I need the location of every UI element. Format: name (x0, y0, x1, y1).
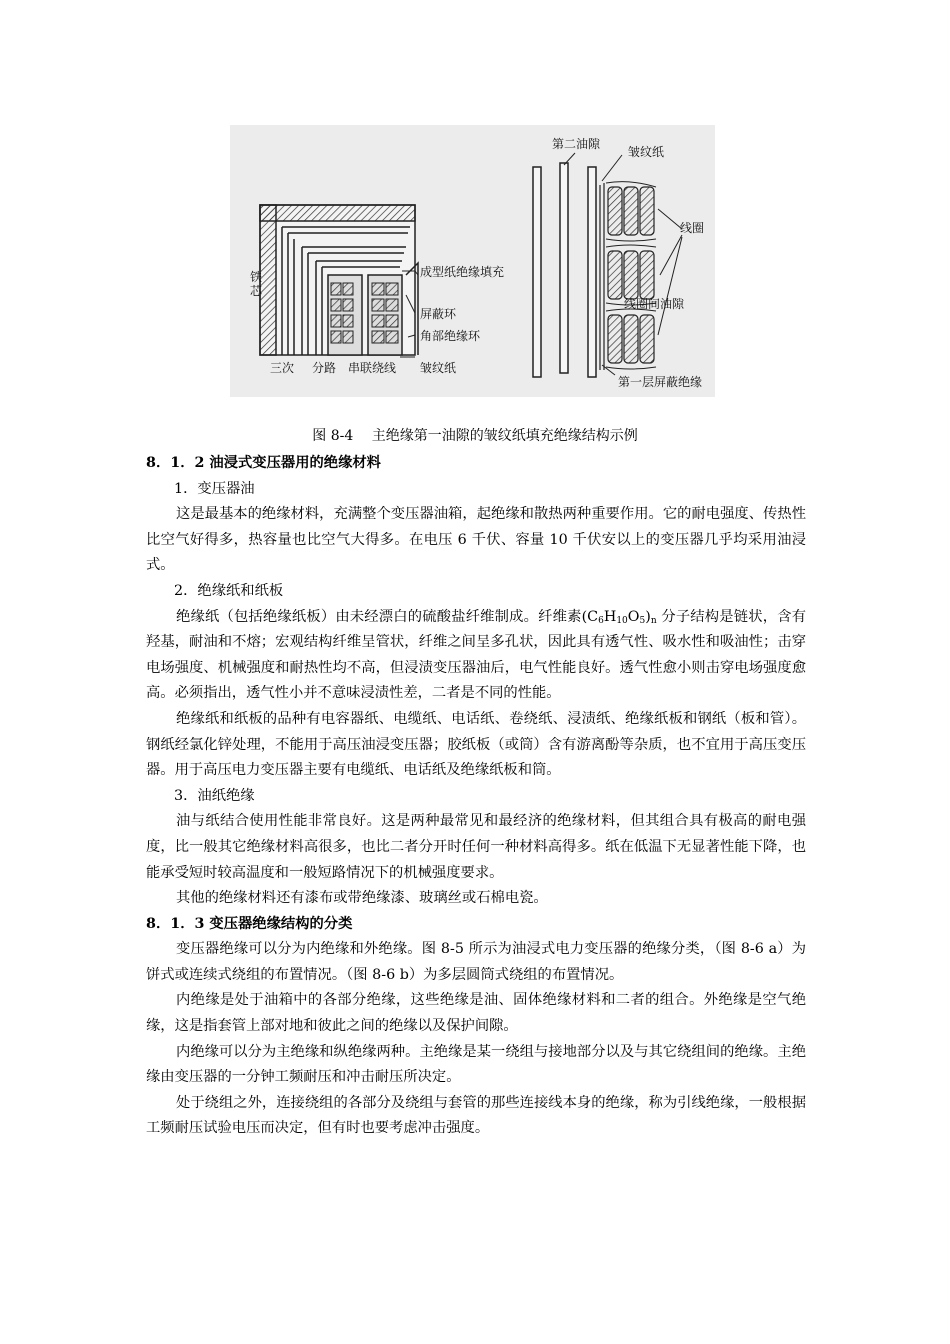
label-corrugated-paper-top: 皱纹纸 (628, 145, 665, 159)
label-corrugated-paper-bottom: 皱纹纸 (420, 361, 457, 375)
paragraph-classification-1: 变压器绝缘可以分为内绝缘和外绝缘。图 8-5 所示为油浸式电力变压器的绝缘分类，（图 8-6 a）为饼式或连续式绕组的布置情况。（图 8-6 b）为多层圆筒式绕组的布置情况。 (146, 941, 807, 983)
left-core-structure (260, 205, 418, 357)
label-corner-insulation-ring: 角部绝缘环 (420, 329, 481, 343)
figure-caption: 图 8-4 主绝缘第一油隙的皱纹纸填充绝缘结构示例 (312, 428, 638, 444)
paragraph-insulating-paper-2: 绝缘纸和纸板的品种有电容器纸、电缆纸、电话纸、卷绕纸、浸渍纸、绝缘纸板和钢纸（板和管）。钢纸经氯化锌处理，不能用于高压油浸变压器；胶纸板（或筒）含有游离酚等杂质，也不宜用于高压变压器。用于高压电力变压器主要有电缆纸、电话纸及绝缘纸板和筒。 (146, 710, 806, 779)
label-tertiary: 三次 (270, 361, 295, 375)
insulation-structure-diagram (230, 125, 715, 397)
label-tap: 分路 (312, 361, 337, 375)
paragraph-classification-3: 内绝缘可以分为主绝缘和纵绝缘两种。主绝缘是某一绕组与接地部分以及与其它绕组间的绝缘。主绝缘由变压器的一分钟工频耐压和冲击耐压所决定。 (146, 1043, 806, 1086)
section-heading-8-1-3: 8．1．3 变压器绝缘结构的分类 (146, 915, 353, 932)
item-title-oil-paper-insulation: 3．油纸绝缘 (174, 787, 255, 804)
label-coil: 线圈 (680, 221, 705, 235)
paragraph-classification-4: 处于绕组之外，连接绕组的各部分及绕组与套管的那些连接线本身的绝缘，称为引线绝缘，一般根据工频耐压试验电压而决定，但有时也要考虑冲击强度。 (146, 1094, 806, 1137)
label-first-shield-insulation: 第一层屏蔽绝缘 (618, 375, 703, 389)
item-title-transformer-oil: 1．变压器油 (174, 480, 255, 497)
paragraph-oil-paper-2: 其他的绝缘材料还有漆布或带绝缘漆、玻璃丝或石棉电瓷。 (176, 890, 548, 907)
document-body (146, 451, 806, 1142)
label-formed-paper-fill: 成型纸绝缘填充 (420, 265, 505, 279)
label-shield-ring: 屏蔽环 (420, 307, 457, 321)
paragraph-classification-2: 内绝缘是处于油箱中的各部分绝缘，这些绝缘是油、固体绝缘材料和二者的组合。外绝缘是空气绝缘，这是指套管上部对地和彼此之间的绝缘以及保护间隙。 (146, 992, 806, 1035)
right-oil-gap-structure (533, 153, 685, 377)
label-inter-coil-oil-gap: 线圈间油隙 (624, 297, 685, 311)
label-series-winding: 串联绕线 (348, 361, 397, 375)
label-second-oil-gap: 第二油隙 (552, 137, 601, 151)
paragraph-insulating-paper-1: 绝缘纸（包括绝缘纸板）由未经漂白的硫酸盐纤维制成。纤维素$(C_6H_{10}O_5)_n$ 分子结构是链状，含有羟基，耐油和不熔；宏观结构纤维呈管状，纤维之间呈多孔状，因此具有透气性、吸水性和吸油性；击穿电场强度、机械强度和耐热性均不高，但浸渍变压器油后，电气性能良好。透气性愈小则击穿电场强度愈高。必须指出，透气性小并不意味浸渍性差，二者是不同的性能。 (146, 608, 807, 702)
figure-8-4 (230, 125, 715, 397)
label-iron-core: 铁芯 (250, 270, 263, 298)
paragraph-transformer-oil: 这是最基本的绝缘材料，充满整个变压器油箱，起绝缘和散热两种重要作用。它的耐电强度、传热性比空气好得多，热容量也比空气大得多。在电压 6 千伏、容量 10 千伏安以上的变压器几乎均采用油浸式。 (146, 506, 806, 574)
paragraph-oil-paper-1: 油与纸结合使用性能非常良好。这是两种最常见和最经济的绝缘材料，但其组合具有极高的耐电强度，比一般其它绝缘材料高很多，也比二者分开时任何一种材料高得多。纸在低温下无显著性能下降，也能承受短时较高温度和一般短路情况下的机械强度要求。 (146, 813, 806, 881)
section-heading-8-1-2: 8．1．2 油浸式变压器用的绝缘材料 (146, 455, 381, 471)
item-title-insulating-paper: 2．绝缘纸和纸板 (174, 582, 284, 599)
